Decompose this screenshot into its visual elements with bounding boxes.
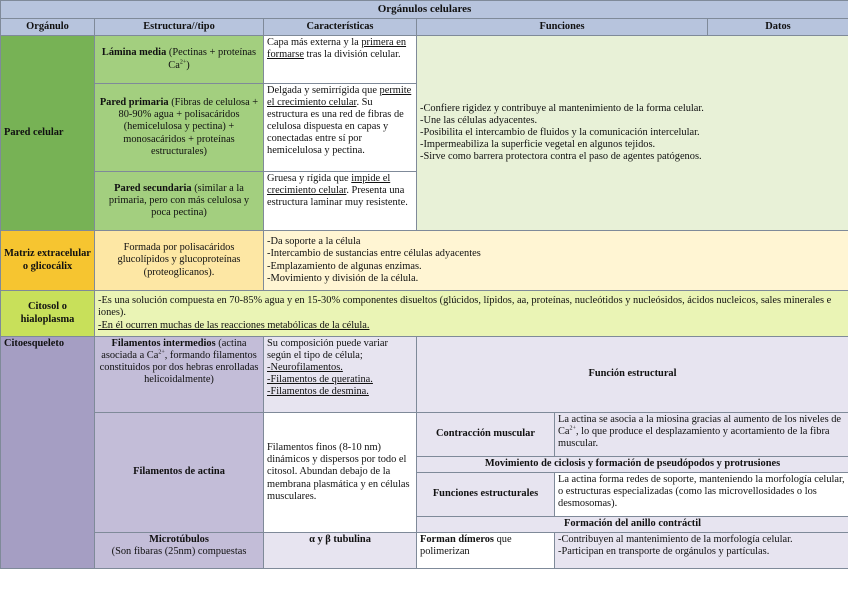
intermedios-desc: (actina asociada a Ca (101, 338, 247, 362)
organulo-pared-celular: Pared celular (1, 36, 95, 231)
intermedios-list-item: -Filamentos de queratina. (267, 374, 373, 386)
lamina-media-desc: (Pectinas + proteínas Ca (166, 47, 257, 71)
filamentos-actina-name: Filamentos de actina (95, 413, 264, 533)
organulo-citoesqueleto: Citoesqueleto (1, 337, 95, 569)
citosol-desc-text: -Es una solución compuesta en 70-85% agua y en 15-30% componentes disueltos (glúcidos, lípidos, aa, proteínas, nucleótidos y nucleósidos, ácidos nucleicos, sales minerales e iones). (98, 295, 832, 319)
secundaria-car-a: Gruesa y rígida que (267, 173, 352, 184)
microtubulos-tubulina: α y β tubulina (264, 533, 417, 569)
pared-secundaria-cell (95, 172, 264, 231)
filamentos-intermedios-cell (95, 337, 264, 413)
organulo-citosol: Citosol o hialoplasma (1, 291, 95, 337)
contraccion-sup: 2+ (569, 425, 576, 432)
lamina-media-sup: 2+ (179, 59, 187, 66)
lamina-media-cell (95, 36, 264, 84)
microtubulos-cell (95, 533, 264, 569)
intermedios-list-item: -Filamentos de desmina. (267, 386, 369, 398)
matriz-funcion-item: -Emplazamiento de algunas enzimas. (267, 260, 422, 272)
pared-funciones (417, 36, 848, 231)
microtubulos-funciones (555, 533, 848, 569)
dimeros-bold: Forman dímeros (420, 534, 494, 545)
header-organulo: Orgánulo (1, 19, 95, 36)
matriz-funciones (264, 231, 848, 291)
intermedios-caracteristicas (264, 337, 417, 413)
intermedios-car-text: Su composición puede variar según el tipo de célula; (267, 338, 388, 362)
intermedios-desc-end: , formando filamentos constituidos por dos hebras enrolladas helicoidalmente) (99, 350, 259, 386)
microtubulos-funcion-item: -Participan en transporte de orgánulos y partículas. (558, 546, 770, 558)
contraccion-desc-a: La actina se asocia a la miosina gracias al aumento de los niveles de Ca (558, 414, 842, 438)
pared-funcion-item: -Sirve como barrera protectora contra el paso de agentes patógenos. (420, 151, 702, 163)
organulo-matriz: Matriz extracelular o glicocálix (1, 231, 95, 291)
pared-primaria-caracteristicas (264, 84, 417, 172)
pared-funcion-item: -Confiere rigidez y contribuye al mantenimiento de la forma celular. (420, 102, 704, 114)
lamina-car-u: primera en formarse (267, 37, 407, 61)
lamina-media-desc-end: ) (186, 59, 190, 71)
contraccion-muscular-desc (555, 413, 848, 457)
pared-primaria-cell (95, 84, 264, 172)
filamentos-intermedios-name: Filamentos intermedios (111, 338, 216, 349)
funciones-estructurales-label: Funciones estructurales (417, 473, 555, 517)
lamina-media-caracteristicas (264, 36, 417, 84)
pared-secundaria-caracteristicas (264, 172, 417, 231)
microtubulos-dimeros (417, 533, 555, 569)
citosol-descripcion (95, 291, 848, 337)
pared-secundaria-desc: (similar a la primaria, pero con más celulosa y poca pectina) (108, 182, 250, 219)
matriz-funcion-item: -Da soporte a la célula (267, 236, 361, 248)
citosol-desc-underlined: -En él ocurren muchas de las reacciones metabólicas de la célula. (98, 319, 370, 331)
pared-primaria-name: Pared primaria (99, 97, 169, 109)
lamina-car-b: tras la división celular. (303, 49, 401, 61)
microtubulos-name: Microtúbulos (149, 534, 209, 545)
matriz-funcion-item: -Movimiento y división de la célula. (267, 272, 419, 284)
primaria-car-u: permite el crecimiento celular (267, 85, 412, 109)
contraccion-muscular-label: Contracción muscular (417, 413, 555, 457)
microtubulos-desc: (Son fibaras (25nm) compuestas (111, 546, 247, 558)
secundaria-car-b: . Presenta una estructura laminar muy resistente. (267, 185, 408, 209)
anillo-contractil: Formación del anillo contráctil (417, 517, 848, 533)
pared-funcion-item: -Une las células adyacentes. (420, 114, 538, 126)
header-datos: Datos (708, 19, 848, 36)
funcion-estructural: Función estructural (417, 337, 848, 413)
pared-funcion-item: -Impermeabiliza la superficie vegetal en algunos tejidos. (420, 139, 656, 151)
lamina-media-name: Lámina media (101, 47, 167, 59)
header-estructura: Estructura//tipo (95, 19, 264, 36)
header-caracteristicas: Características (264, 19, 417, 36)
primaria-car-a: Delgada y semirrígida que (267, 85, 380, 96)
matriz-funcion-item: -Intercambio de sustancias entre células adyacentes (267, 248, 481, 260)
table-title: Orgánulos celulares (1, 1, 848, 19)
intermedios-list-item: -Neurofilamentos. (267, 362, 343, 374)
dimeros-text: que polimerizan (420, 534, 512, 558)
pared-primaria-desc: (Fibras de celulosa + 80-90% agua + polisacáridos (hemicelulosa y pectina) + monosacáridos + proteínas estructurales) (118, 97, 259, 157)
primaria-car-b: . Su estructura es una red de fibras de celulosa dispuesta en capas y conectadas entre sí por hemicelulosa y pectina. (267, 97, 404, 157)
ciclosis-pseudopodos: Movimiento de ciclosis y formación de pseudópodos y protrusiones (417, 457, 848, 473)
pared-secundaria-name: Pared secundaria (114, 182, 192, 194)
contraccion-desc-b: , lo que produce el desplazamiento y acortamiento de la fibra muscular. (558, 426, 830, 450)
lamina-car-a: Capa más externa y la (267, 37, 362, 48)
secundaria-car-u: impide el crecimiento celular (267, 173, 391, 197)
funciones-estructurales-desc: La actina forma redes de soporte, manteniendo la morfología celular, o estructuras especializadas (como las microvellosidades o los desmosomas). (555, 473, 848, 517)
header-funciones: Funciones (417, 19, 708, 36)
matriz-estructura: Formada por polisacáridos glucolípidos y glucoproteínas (proteoglicanos). (95, 231, 264, 291)
microtubulos-funcion-item: -Contribuyen al mantenimiento de la morfología celular. (558, 534, 793, 545)
pared-funcion-item: -Posibilita el intercambio de fluidos y la comunicación intercelular. (420, 126, 700, 138)
intermedios-sup: 2+ (158, 349, 165, 356)
actina-caracteristicas: Filamentos finos (8-10 nm) dinámicos y dispersos por todo el citosol. Abundan debajo de la membrana plasmática y en células musculares. (264, 413, 417, 533)
